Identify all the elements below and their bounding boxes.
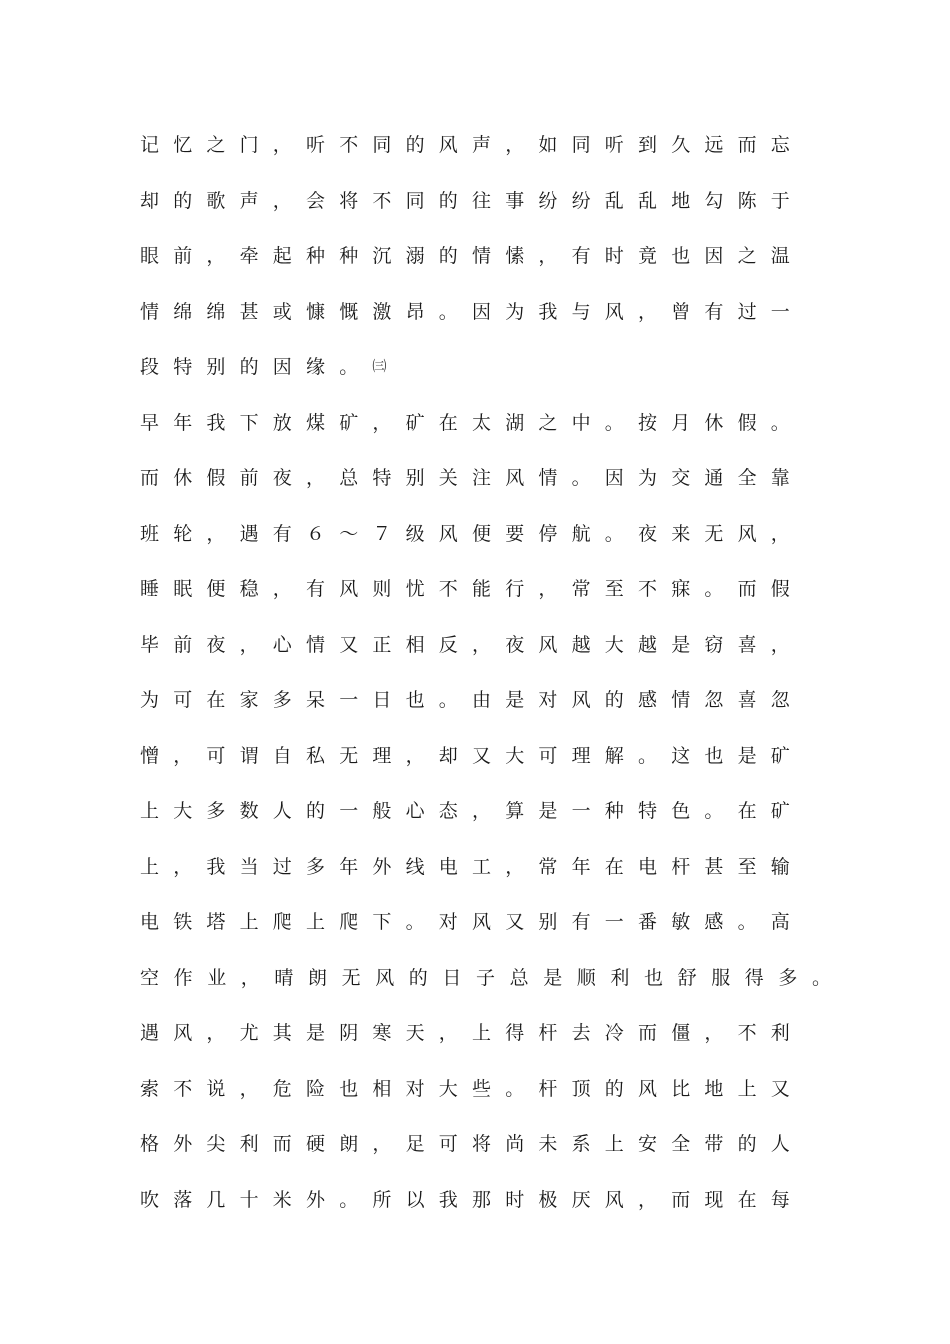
text-line-with-note xyxy=(140,350,840,406)
text-line: 睡眠便稳，有风则忧不能行，常至不寐。而假 xyxy=(140,578,805,600)
text-line: 而休假前夜，总特别关注风情。因为交通全靠 xyxy=(140,467,805,489)
footnote-mark: ㈢ xyxy=(372,359,387,375)
text-line: 眼前，牵起种种沉溺的情愫，有时竟也因之温 xyxy=(140,245,805,267)
body-text xyxy=(140,128,846,1238)
text-line: 却的歌声，会将不同的往事纷纷乱乱地勾陈于 xyxy=(140,189,805,212)
text-line: 上，我当过多年外线电工，常年在电杆甚至输 xyxy=(140,855,805,878)
text-line: 段特别的因缘。 xyxy=(140,356,373,378)
text-line: 记忆之门，听不同的风声，如同听到久远而忘 xyxy=(140,134,805,156)
text-line: 早年我下放煤矿，矿在太湖之中。按月休假。 xyxy=(140,411,805,434)
text-line: 为可在家多呆一日也。由是对风的感情忽喜忽 xyxy=(140,689,805,711)
text-line: 上大多数人的一般心态，算是一种特色。在矿 xyxy=(140,800,805,822)
text-line: 遇风，尤其是阴寒天，上得杆去冷而僵，不利 xyxy=(140,1022,805,1044)
text-line: 格外尖利而硬朗，足可将尚未系上安全带的人 xyxy=(140,1133,805,1155)
text-line: 电铁塔上爬上爬下。对风又别有一番敏感。高 xyxy=(140,911,805,933)
text-line: 毕前夜，心情又正相反，夜风越大越是窃喜， xyxy=(140,633,805,656)
text-line: 憎，可谓自私无理，却又大可理解。这也是矿 xyxy=(140,744,805,767)
text-line: 情绵绵甚或慷慨激昂。因为我与风，曾有过一 xyxy=(140,300,805,323)
text-line: 吹落几十米外。所以我那时极厌风，而现在每 xyxy=(140,1188,805,1211)
text-line: 班轮，遇有６～７级风便要停航。夜来无风， xyxy=(140,522,805,545)
text-line: 索不说，危险也相对大些。杆顶的风比地上又 xyxy=(140,1077,805,1100)
text-line: 空作业，晴朗无风的日子总是顺利也舒服得多。 xyxy=(140,966,846,989)
